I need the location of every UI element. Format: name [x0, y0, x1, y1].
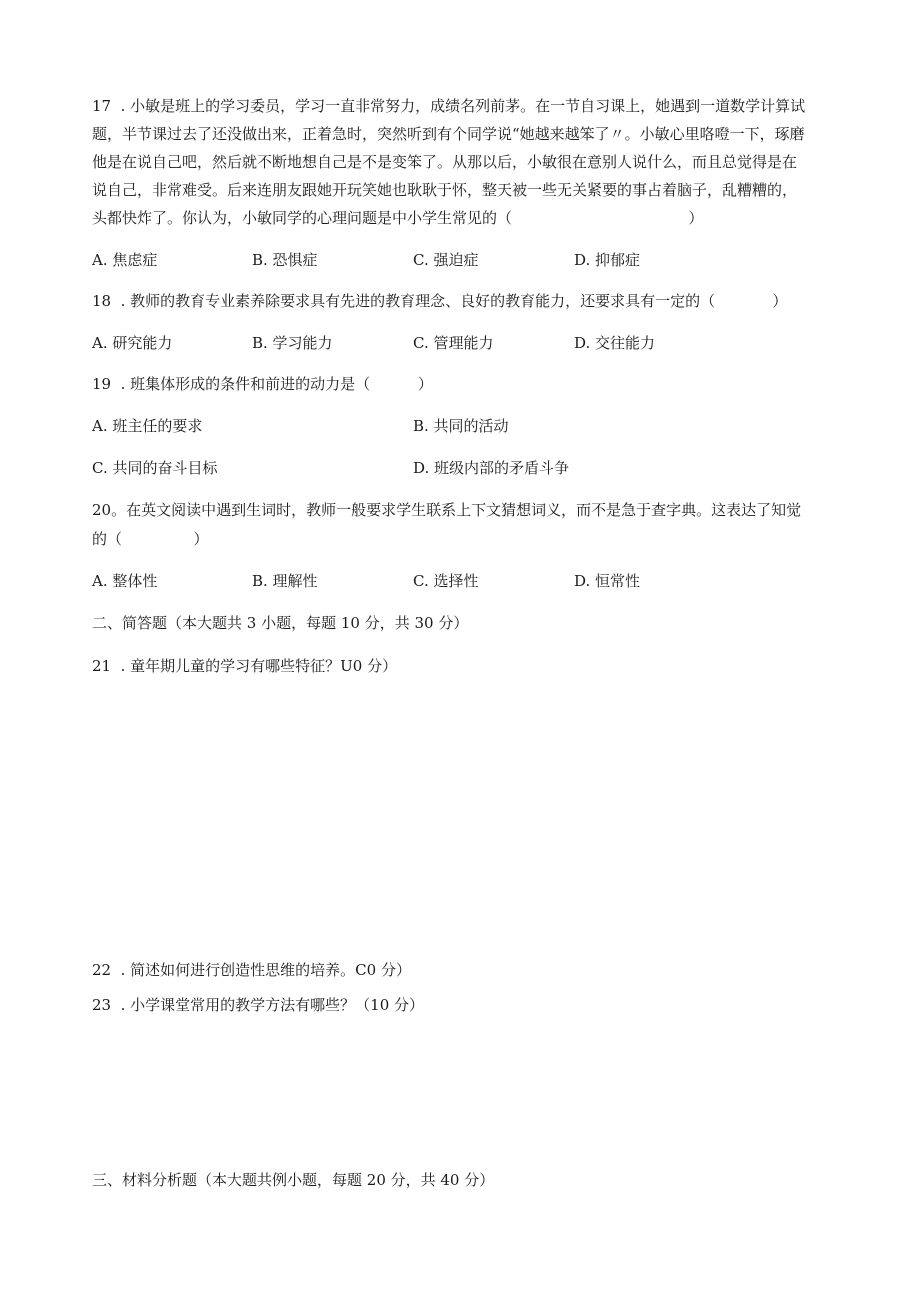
q19-option-c: C. 共同的奋斗目标	[92, 459, 218, 477]
q20-option-b: B. 理解性	[252, 572, 318, 590]
q21-stem: 21 . 童年期儿童的学习有哪些特征？U0 分）	[92, 657, 398, 675]
q23-stem: 23 . 小学课堂常用的教学方法有哪些？（10 分）	[92, 996, 425, 1014]
q19-option-a: A. 班主任的要求	[92, 417, 203, 435]
q19-option-d: D. 班级内部的矛盾斗争	[413, 459, 570, 477]
q20-line-2: 的（ ）	[92, 530, 209, 548]
section-2-heading: 二、简答题（本大题共 3 小题，每题 10 分，共 30 分）	[92, 614, 469, 632]
q17-line-1: 17 . 小敏是班上的学习委员，学习一直非常努力，成绩名列前茅。在一节自习课上，她遇到一道数学计算试	[92, 97, 806, 115]
q18-stem: 18 . 教师的教育专业素养除要求具有先进的教育理念、良好的教育能力，还要求具有一定的（ ）	[92, 292, 788, 310]
q17-line-2: 题，半节课过去了还没做出来，正着急时，突然听到有个同学说“她越来越笨了〃。小敏心里咯噔一下，琢磨	[92, 125, 805, 143]
q19-stem: 19 . 班集体形成的条件和前进的动力是（ ）	[92, 375, 433, 393]
q19-option-b: B. 共同的活动	[413, 417, 509, 435]
q18-option-c: C. 管理能力	[413, 334, 494, 352]
q20-option-d: D. 恒常性	[574, 572, 641, 590]
q22-stem: 22 . 简述如何进行创造性思维的培养。C0 分）	[92, 961, 411, 979]
section-3-heading: 三、材料分析题（本大题共例小题，每题 20 分，共 40 分）	[92, 1171, 495, 1189]
q18-option-b: B. 学习能力	[252, 334, 333, 352]
q17-line-4: 说自己，非常难受。后来连朋友跟她开玩笑她也耿耿于怀，整天被一些无关紧要的事占着脑子，乱糟糟的，	[92, 181, 798, 199]
q17-option-c: C. 强迫症	[413, 251, 479, 269]
q18-option-d: D. 交往能力	[574, 334, 656, 352]
q17-line-5: 头都快炸了。你认为，小敏同学的心理问题是中小学生常见的（ ）	[92, 209, 704, 227]
q18-option-a: A. 研究能力	[92, 334, 173, 352]
q20-line-1: 20。在英文阅读中遇到生词时，教师一般要求学生联系上下文猜想词义，而不是急于查字典。这表达了知觉	[92, 501, 802, 519]
q17-line-3: 他是在说自己吧，然后就不断地想自己是不是变笨了。从那以后，小敏很在意别人说什么，而且总觉得是在	[92, 153, 798, 171]
q17-option-a: A. 焦虑症	[92, 251, 158, 269]
q20-option-a: A. 整体性	[92, 572, 158, 590]
q17-option-b: B. 恐惧症	[252, 251, 318, 269]
q20-option-c: C. 选择性	[413, 572, 479, 590]
q17-option-d: D. 抑郁症	[574, 251, 641, 269]
